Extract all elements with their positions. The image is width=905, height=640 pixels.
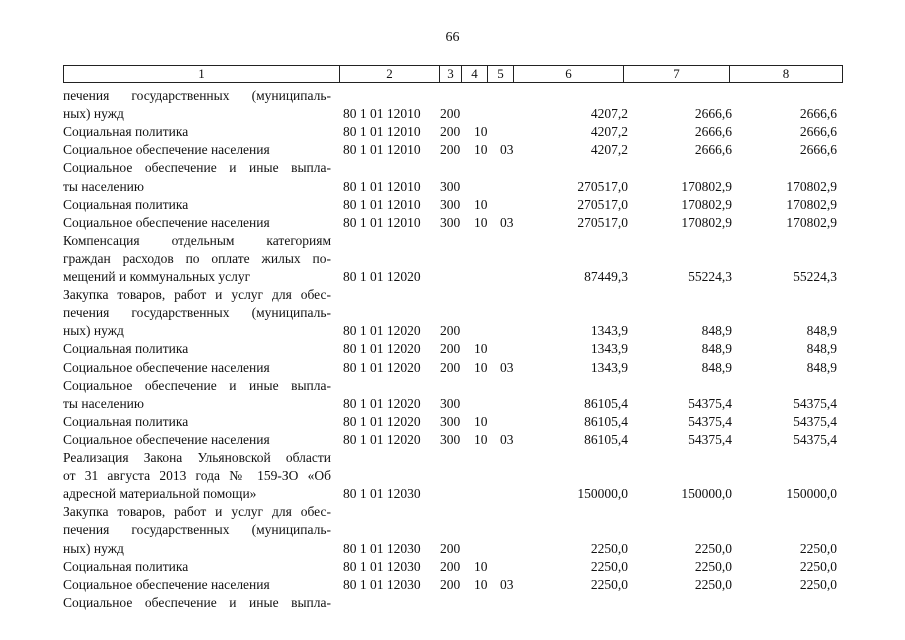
row-value-col8: 170802,9 [786,214,837,230]
table-row [0,432,905,448]
row-subsection: 03 [500,214,514,230]
row-text: Социальная политика [63,341,189,357]
row-subsection: 03 [500,142,514,158]
row-value-col8: 54375,4 [793,413,837,429]
row-code: 80 1 01 12010 [343,178,421,194]
header-col-7: 7 [624,66,730,82]
row-section: 10 [474,413,488,429]
row-value-col6: 1343,9 [590,359,628,375]
row-text: Закупка товаров, работ и услуг для обес- [63,504,331,520]
row-text: Социальная политика [63,413,189,429]
row-value-col6: 87449,3 [584,269,628,284]
row-value-col6: 4207,2 [590,142,628,158]
table-row [0,287,905,303]
table-row [0,468,905,484]
row-text: Социальная политика [63,196,189,212]
table-row [0,486,905,502]
row-subsection: 03 [500,359,514,375]
row-code: 80 1 01 12010 [343,214,421,230]
row-text: Социальное обеспечение населения [63,214,270,230]
row-text: Закупка товаров, работ и услуг для обес- [63,287,331,303]
row-text: Социальное обеспечение населения [63,431,270,447]
row-value-col7: 2250,0 [694,540,732,556]
row-text: Социальная политика [63,558,189,574]
row-subsection: 03 [500,431,514,447]
row-expense-type: 200 [440,142,461,158]
row-text: от 31 августа 2013 года № 159-ЗО «Об [63,468,331,484]
table-row [0,577,905,593]
table-row [0,504,905,520]
row-value-col7: 170802,9 [681,214,732,230]
row-section: 10 [474,576,488,592]
row-code: 80 1 01 12020 [343,269,421,284]
row-code: 80 1 01 12020 [343,431,421,447]
row-value-col7: 170802,9 [681,178,732,194]
row-section: 10 [474,341,488,357]
row-value-col6: 270517,0 [577,178,628,194]
table-row [0,450,905,466]
row-code: 80 1 01 12020 [343,359,421,375]
row-value-col6: 150000,0 [577,486,628,502]
row-value-col7: 2250,0 [694,558,732,574]
row-value-col6: 1343,9 [590,323,628,339]
row-code: 80 1 01 12030 [343,486,421,502]
row-value-col7: 54375,4 [688,395,732,411]
table-row [0,233,905,249]
row-value-col8: 2666,6 [799,142,837,158]
header-col-4: 4 [462,66,488,82]
row-section: 10 [474,431,488,447]
row-value-col8: 2250,0 [799,576,837,592]
row-value-col7: 54375,4 [688,431,732,447]
header-col-2: 2 [340,66,440,82]
row-text: ных) нужд [63,323,124,339]
row-text: ты населению [63,178,144,194]
row-code: 80 1 01 12030 [343,576,421,592]
header-col-5: 5 [488,66,514,82]
row-value-col8: 848,9 [806,359,837,375]
table-row [0,106,905,122]
row-section: 10 [474,142,488,158]
row-section: 10 [474,196,488,212]
row-code: 80 1 01 12010 [343,142,421,158]
row-value-col8: 848,9 [806,341,837,357]
row-value-col7: 848,9 [701,359,732,375]
row-code: 80 1 01 12020 [343,413,421,429]
row-text: Социальное обеспечение и иные выпла- [63,594,331,610]
table-row [0,88,905,104]
table-row [0,559,905,575]
header-col-6: 6 [514,66,624,82]
row-expense-type: 300 [440,431,461,447]
table-header [63,65,843,83]
row-expense-type: 200 [440,341,461,357]
header-col-8: 8 [782,66,790,81]
row-text: Социальное обеспечение и иные выпла- [63,160,331,176]
row-value-col7: 848,9 [701,323,732,339]
row-expense-type: 300 [440,178,461,194]
row-text: печения государственных (муниципаль- [63,88,331,103]
row-value-col7: 55224,3 [688,269,732,284]
table-row [0,124,905,140]
row-value-col8: 150000,0 [786,486,837,502]
row-text: Реализация Закона Ульяновской области [63,450,331,465]
row-expense-type: 300 [440,395,461,411]
row-value-col7: 170802,9 [681,196,732,212]
table-row [0,269,905,285]
row-expense-type: 300 [440,214,461,230]
row-text: адресной материальной помощи» [63,486,257,502]
row-value-col6: 2250,0 [590,558,628,574]
row-expense-type: 200 [440,359,461,375]
row-value-col8: 2250,0 [799,558,837,574]
row-text: Компенсация отдельным категориям [63,232,331,248]
row-text: печения государственных (муниципаль- [63,305,331,321]
table-row [0,305,905,321]
table-row [0,595,905,611]
row-section: 10 [474,124,488,140]
row-expense-type: 200 [440,106,461,122]
row-value-col7: 150000,0 [681,486,732,502]
row-value-col8: 55224,3 [793,269,837,284]
row-value-col7: 848,9 [701,341,732,357]
row-expense-type: 300 [440,413,461,429]
header-col-3: 3 [440,66,462,82]
row-value-col6: 86105,4 [584,395,628,411]
table-row [0,378,905,394]
row-value-col6: 4207,2 [590,124,628,140]
row-text: Социальная политика [63,124,189,140]
row-value-col8: 2666,6 [799,124,837,140]
row-text: граждан расходов по оплате жилых по- [63,250,331,266]
table-row [0,251,905,267]
row-value-col6: 270517,0 [577,196,628,212]
header-col-1: 1 [64,66,340,82]
row-code: 80 1 01 12010 [343,196,421,212]
row-value-col7: 54375,4 [688,413,732,429]
table-row [0,142,905,158]
row-code: 80 1 01 12010 [343,124,421,140]
table-row [0,215,905,231]
row-section: 10 [474,214,488,230]
row-value-col7: 2666,6 [694,124,732,140]
row-text: Социальное обеспечение населения [63,142,270,158]
row-text: Социальное обеспечение и иные выпла- [63,377,331,393]
row-value-col6: 86105,4 [584,431,628,447]
row-value-col7: 2666,6 [694,106,732,122]
row-expense-type: 200 [440,124,461,140]
row-value-col8: 54375,4 [793,395,837,411]
row-value-col8: 848,9 [806,323,837,339]
page-number: 66 [445,30,460,45]
table-row [0,522,905,538]
row-value-col6: 4207,2 [590,106,628,122]
row-value-col7: 2250,0 [694,576,732,592]
row-value-col8: 54375,4 [793,431,837,447]
row-code: 80 1 01 12030 [343,558,421,574]
row-expense-type: 300 [440,196,461,212]
row-text: ных) нужд [63,540,124,556]
row-section: 10 [474,359,488,375]
row-code: 80 1 01 12010 [343,106,421,122]
row-subsection: 03 [500,576,514,592]
row-expense-type: 200 [440,323,461,339]
row-expense-type: 200 [440,558,461,574]
row-value-col6: 1343,9 [590,341,628,357]
table-row [0,323,905,339]
row-code: 80 1 01 12020 [343,395,421,411]
row-text: Социальное обеспечение населения [63,359,270,375]
row-value-col8: 170802,9 [786,178,837,194]
table-row [0,341,905,357]
row-section: 10 [474,558,488,574]
row-value-col7: 2666,6 [694,142,732,158]
row-value-col6: 86105,4 [584,413,628,429]
row-text: ты населению [63,395,144,411]
row-value-col6: 2250,0 [590,540,628,556]
table-row [0,360,905,376]
row-expense-type: 200 [440,576,461,592]
row-code: 80 1 01 12030 [343,540,421,556]
table-row [0,541,905,557]
table-row [0,179,905,195]
row-text: ных) нужд [63,106,124,122]
table-row [0,396,905,412]
row-value-col8: 2666,6 [799,106,837,122]
row-code: 80 1 01 12020 [343,341,421,357]
row-code: 80 1 01 12020 [343,323,421,339]
row-expense-type: 200 [440,540,461,556]
row-text: мещений и коммунальных услуг [63,269,251,284]
row-text: Социальное обеспечение населения [63,576,270,592]
table-row [0,414,905,430]
row-value-col8: 2250,0 [799,540,837,556]
row-value-col8: 170802,9 [786,196,837,212]
row-value-col6: 2250,0 [590,576,628,592]
table-row [0,160,905,176]
row-value-col6: 270517,0 [577,214,628,230]
row-text: печения государственных (муниципаль- [63,522,331,538]
table-row [0,197,905,213]
